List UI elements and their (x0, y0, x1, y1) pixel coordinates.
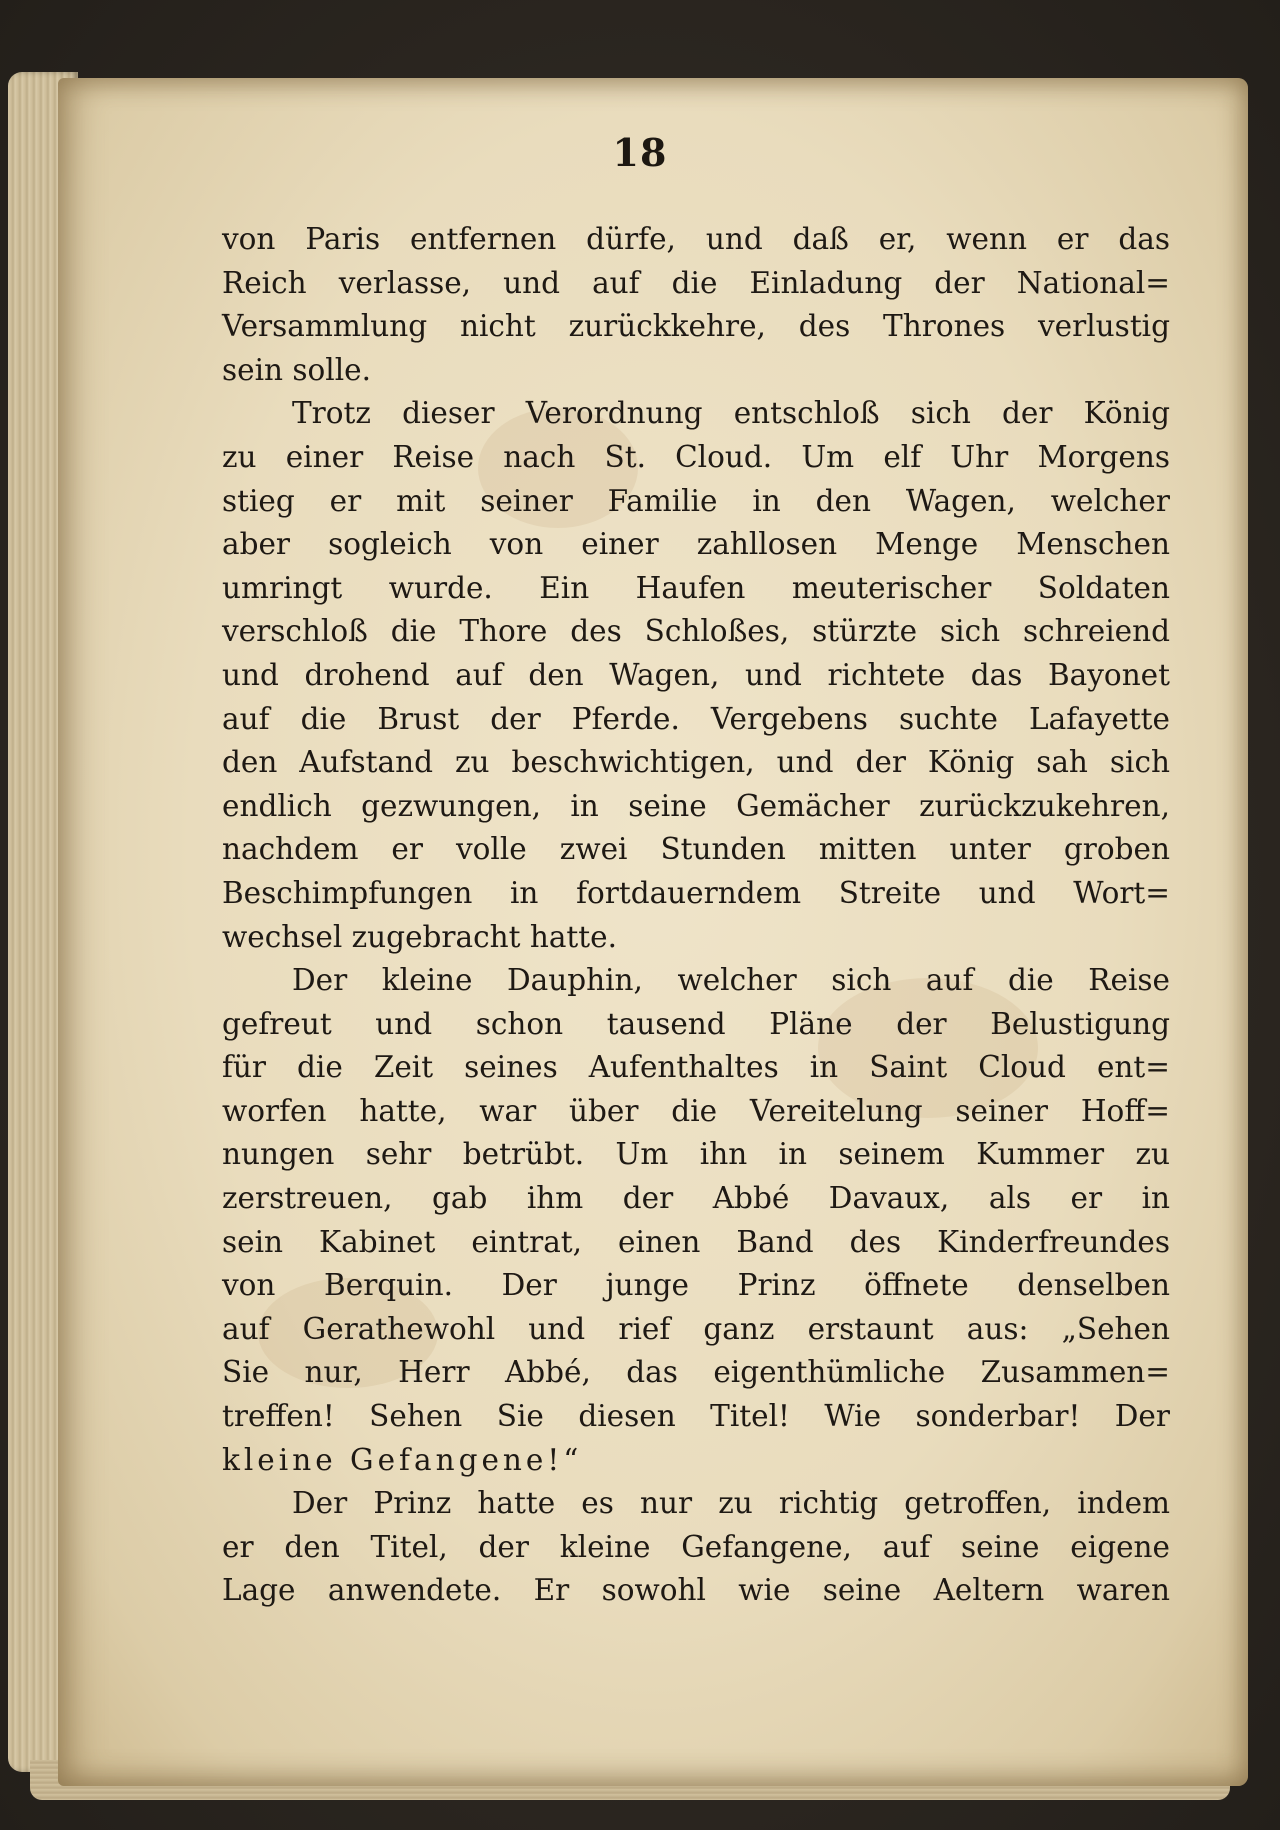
text-line: auf die Brust der Pferde. Vergebens suchte Lafayette (222, 701, 1170, 736)
text-line: Der kleine Dauphin, welcher sich auf die Reise (292, 963, 1170, 998)
page-number: 18 (612, 130, 668, 175)
text-line: wechsel zugebracht hatte. (222, 919, 617, 954)
text-line: Versammlung nicht zurückkehre, des Thrones verlustig (222, 309, 1170, 344)
text-line: nungen sehr betrübt. Um ihn in seinem Kummer zu (222, 1137, 1170, 1172)
text-line: stieg er mit seiner Familie in den Wagen, welcher (222, 483, 1170, 518)
text-line: gefreut und schon tausend Pläne der Belustigung (222, 1006, 1170, 1041)
text-line: zerstreuen, gab ihm der Abbé Davaux, als er in (222, 1181, 1170, 1216)
text-line: sein Kabinet eintrat, einen Band des Kinderfreundes (222, 1224, 1170, 1259)
text-line: umringt wurde. Ein Haufen meuterischer Soldaten (222, 570, 1170, 605)
text-line: Trotz dieser Verordnung entschloß sich der König (292, 396, 1170, 431)
text-line: sein solle. (222, 352, 372, 387)
text-line: Sie nur, Herr Abbé, das eigenthümliche Zusammen= (222, 1355, 1170, 1390)
text-line: verschloß die Thore des Schloßes, stürzte sich schreiend (222, 614, 1170, 649)
text-line: treffen! Sehen Sie diesen Titel! Wie sonderbar! Der (222, 1399, 1170, 1434)
text-line: worfen hatte, war über die Vereitelung seiner Hoff= (222, 1093, 1170, 1128)
text-line: endlich gezwungen, in seine Gemächer zurückzukehren, (222, 788, 1170, 823)
text-line: Lage anwendete. Er sowohl wie seine Aeltern waren (222, 1573, 1170, 1608)
body-text (222, 218, 1170, 1613)
text-line: den Aufstand zu beschwichtigen, und der König sah sich (222, 745, 1170, 780)
text-line: aber sogleich von einer zahllosen Menge Menschen (222, 527, 1170, 562)
text-line: nachdem er volle zwei Stunden mitten unter groben (222, 832, 1170, 867)
text-line: Beschimpfungen in fortdauerndem Streite und Wort= (222, 875, 1170, 910)
text-line: von Paris entfernen dürfe, und daß er, wenn er das (222, 222, 1170, 256)
text-line: zu einer Reise nach St. Cloud. Um elf Uhr Morgens (222, 439, 1170, 474)
text-line: Reich verlasse, und auf die Einladung der National= (222, 265, 1170, 300)
text-line: von Berquin. Der junge Prinz öffnete denselben (222, 1268, 1170, 1303)
text-line: kleine Gefangene!“ (222, 1442, 583, 1477)
text-line: für die Zeit seines Aufenthaltes in Saint Cloud ent= (222, 1050, 1170, 1085)
text-line: auf Gerathewohl und rief ganz erstaunt aus: „Sehen (222, 1311, 1170, 1346)
text-line: und drohend auf den Wagen, und richtete das Bayonet (222, 657, 1170, 692)
text-line: er den Titel, der kleine Gefangene, auf seine eigene (222, 1529, 1170, 1564)
text-line: Der Prinz hatte es nur zu richtig getroffen, indem (292, 1486, 1170, 1521)
